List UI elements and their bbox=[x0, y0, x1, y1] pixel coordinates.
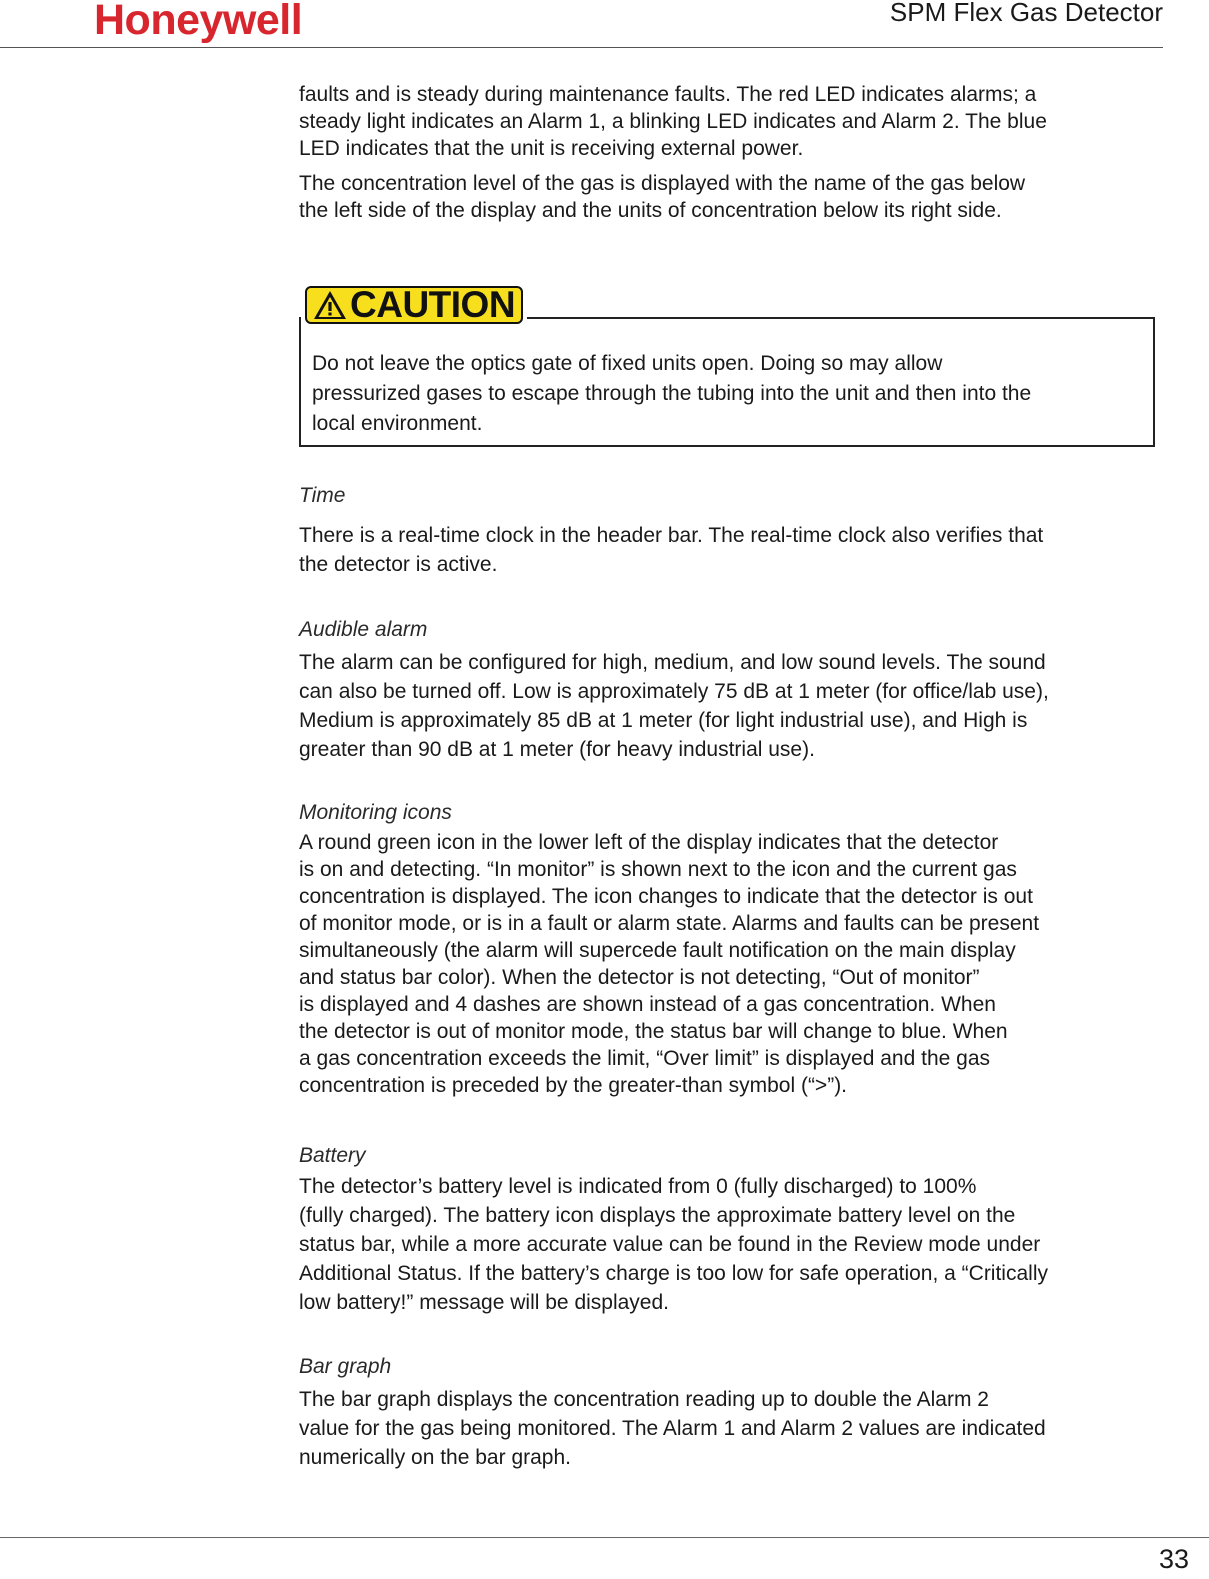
section-body-battery bbox=[299, 1172, 1169, 1317]
text-line: the left side of the display and the units of concentration below its right side. bbox=[299, 199, 1002, 222]
text-line: The concentration level of the gas is displayed with the name of the gas below bbox=[299, 172, 1026, 195]
text-line: numerically on the bar graph. bbox=[299, 1446, 571, 1469]
text-line: pressurized gases to escape through the tubing into the unit and then into the bbox=[312, 382, 1032, 405]
text-line: concentration is displayed. The icon changes to indicate that the detector is out bbox=[299, 885, 1033, 908]
text-line: status bar, while a more accurate value can be found in the Review mode under bbox=[299, 1233, 1041, 1256]
text-line: simultaneously (the alarm will supercede fault notification on the main display bbox=[299, 939, 1016, 962]
intro-paragraph-1 bbox=[299, 81, 1169, 162]
text-line: low battery!” message will be displayed. bbox=[299, 1291, 670, 1314]
section-heading-audible-alarm: Audible alarm bbox=[299, 618, 428, 641]
text-line: Do not leave the optics gate of fixed units open. Doing so may allow bbox=[312, 352, 943, 375]
text-line: faults and is steady during maintenance faults. The red LED indicates alarms; a bbox=[299, 83, 1037, 106]
text-line: steady light indicates an Alarm 1, a blinking LED indicates and Alarm 2. The blue bbox=[299, 110, 1047, 133]
section-heading-bar-graph: Bar graph bbox=[299, 1355, 392, 1378]
warning-triangle-icon bbox=[313, 290, 347, 320]
text-line: The detector’s battery level is indicated from 0 (fully discharged) to 100% bbox=[299, 1175, 977, 1198]
header-divider bbox=[0, 47, 1163, 48]
document-title: SPM Flex Gas Detector bbox=[889, 0, 1163, 27]
text-line: The bar graph displays the concentration reading up to double the Alarm 2 bbox=[299, 1388, 989, 1411]
caution-box bbox=[299, 317, 1155, 447]
section-heading-battery: Battery bbox=[299, 1144, 366, 1167]
text-line: a gas concentration exceeds the limit, “Over limit” is displayed and the gas bbox=[299, 1047, 991, 1070]
text-line: value for the gas being monitored. The Alarm 1 and Alarm 2 values are indicated bbox=[299, 1417, 1046, 1440]
text-line: can also be turned off. Low is approximately 75 dB at 1 meter (for office/lab use), bbox=[299, 680, 1049, 703]
intro-paragraph-2 bbox=[299, 170, 1169, 224]
caution-label bbox=[305, 286, 523, 324]
section-body-time bbox=[299, 521, 1169, 579]
text-line: LED indicates that the unit is receiving external power. bbox=[299, 137, 804, 160]
page-number: 33 bbox=[1158, 1544, 1189, 1574]
caution-badge bbox=[301, 284, 527, 328]
text-line: the detector is active. bbox=[299, 553, 498, 576]
caution-text bbox=[312, 349, 1132, 439]
text-line: greater than 90 dB at 1 meter (for heavy industrial use). bbox=[299, 738, 815, 761]
text-line: of monitor mode, or is in a fault or alarm state. Alarms and faults can be present bbox=[299, 912, 1040, 935]
text-line: There is a real-time clock in the header bar. The real-time clock also verifies that bbox=[299, 524, 1044, 547]
section-body-audible-alarm bbox=[299, 648, 1169, 764]
text-line: A round green icon in the lower left of the display indicates that the detector bbox=[299, 831, 999, 854]
text-line: is displayed and 4 dashes are shown instead of a gas concentration. When bbox=[299, 993, 996, 1016]
text-line: the detector is out of monitor mode, the status bar will change to blue. When bbox=[299, 1020, 1008, 1043]
section-heading-monitoring-icons: Monitoring icons bbox=[299, 801, 452, 824]
caution-label-text: CAUTION bbox=[350, 284, 516, 325]
text-line: Medium is approximately 85 dB at 1 meter (for light industrial use), and High is bbox=[299, 709, 1028, 732]
text-line: concentration is preceded by the greater-than symbol (“>”). bbox=[299, 1074, 848, 1097]
text-line: and status bar color). When the detector is not detecting, “Out of monitor” bbox=[299, 966, 980, 989]
honeywell-logo: Honeywell bbox=[94, 0, 303, 44]
section-body-bar-graph bbox=[299, 1385, 1169, 1472]
text-line: Additional Status. If the battery’s charge is too low for safe operation, a “Critically bbox=[299, 1262, 1048, 1285]
text-line: is on and detecting. “In monitor” is shown next to the icon and the current gas bbox=[299, 858, 1017, 881]
text-line: The alarm can be configured for high, medium, and low sound levels. The sound bbox=[299, 651, 1046, 674]
text-line: (fully charged). The battery icon displays the approximate battery level on the bbox=[299, 1204, 1016, 1227]
section-heading-time: Time bbox=[299, 484, 346, 507]
section-body-monitoring-icons bbox=[299, 829, 1169, 1099]
footer-divider bbox=[0, 1537, 1209, 1538]
text-line: local environment. bbox=[312, 412, 483, 435]
